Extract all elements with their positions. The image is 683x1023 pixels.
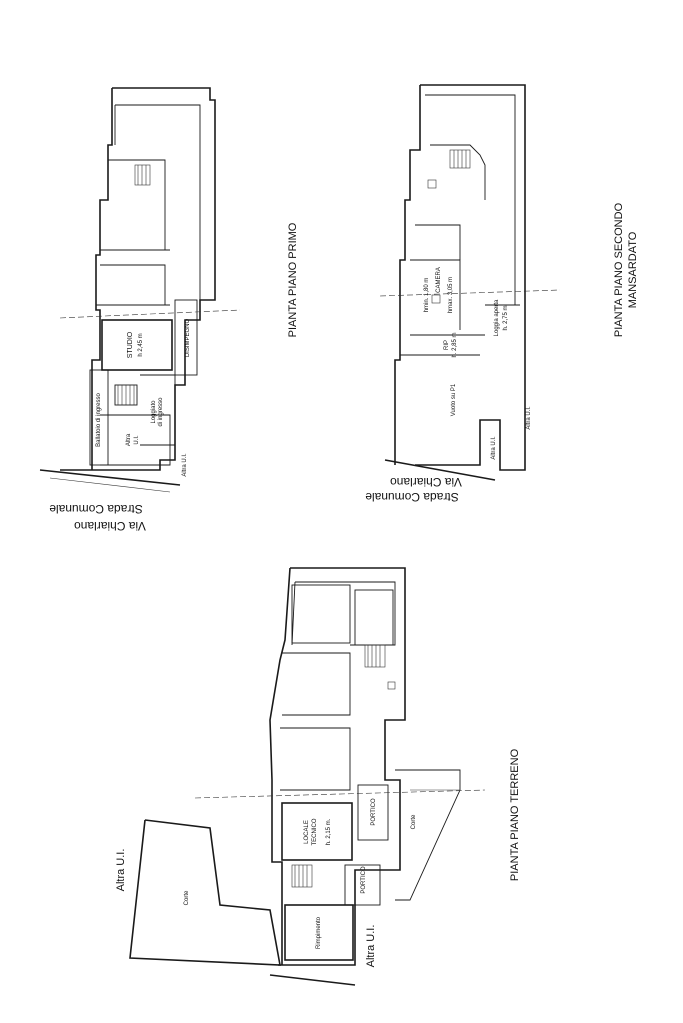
primo-altra-ui-label: U.I. — [134, 435, 140, 445]
secondo-hmin-label: hmin. 1,80 m — [424, 277, 430, 313]
primo-street2: Via Chiarlano — [74, 519, 146, 533]
terreno-locale-height: h. 2,15 m. — [326, 818, 332, 846]
primo-altra-bottom-label: Altra U.I. — [182, 453, 188, 477]
primo-title: PIANTA PIANO PRIMO — [287, 222, 299, 338]
primo-studio-label: STUDIO — [127, 331, 134, 359]
secondo-street1: Strada Comunale — [365, 490, 459, 504]
secondo-title2: MANSARDATO — [627, 231, 639, 309]
terreno-title: PIANTA PIANO TERRENO — [509, 748, 521, 882]
primo-altra-label: Altra — [126, 433, 132, 447]
secondo-street2: Via Chiarlano — [390, 475, 462, 489]
terreno-corte1-label: Corte — [411, 814, 417, 830]
plan-terreno — [115, 568, 521, 985]
terreno-portico1-label: PORTICO — [371, 798, 377, 826]
terreno-portico2-label: PORTICO — [361, 866, 367, 894]
secondo-rip-label: RIP — [444, 339, 450, 351]
terreno-locale-label: LOCALE — [304, 820, 310, 844]
primo-loggiato-label: Loggiato — [151, 400, 157, 424]
terreno-ripostiglio-label: Rimpimento — [316, 916, 322, 950]
secondo-altra2-label: Altra U.I. — [526, 406, 532, 430]
plan-primo — [40, 88, 299, 533]
secondo-vuoto-label: Vuoto su P1 — [451, 383, 457, 417]
terreno-corte2-label: Corte — [184, 890, 190, 906]
primo-street1: Strada Comunale — [49, 502, 143, 516]
primo-loggiato-label2: di ingresso — [158, 397, 164, 427]
terreno-tecnico-label: TECNICO — [312, 818, 318, 846]
secondo-rip-height: h. 2,85 m — [452, 332, 458, 358]
primo-studio-height: h 2,45 m — [138, 333, 144, 357]
secondo-hmax-label: hmax. 3,05 m — [448, 276, 454, 314]
secondo-camera-label: CAMERA — [436, 267, 442, 293]
secondo-title1: PIANTA PIANO SECONDO — [613, 202, 625, 338]
secondo-loggia-height: h. 2,75 m — [503, 305, 509, 331]
primo-ballatoio-label: Ballatoio di ingresso — [96, 393, 102, 447]
secondo-altra1-label: Altra U.I. — [491, 436, 497, 460]
terreno-altra-bottom: Altra U.I. — [365, 924, 377, 968]
primo-disimpegno-label: DISIMPEGNO — [185, 318, 191, 358]
plan-secondo — [365, 85, 639, 504]
secondo-loggia-label: Loggia aperta — [494, 299, 500, 337]
terreno-altra-top: Altra U.I. — [115, 848, 127, 892]
